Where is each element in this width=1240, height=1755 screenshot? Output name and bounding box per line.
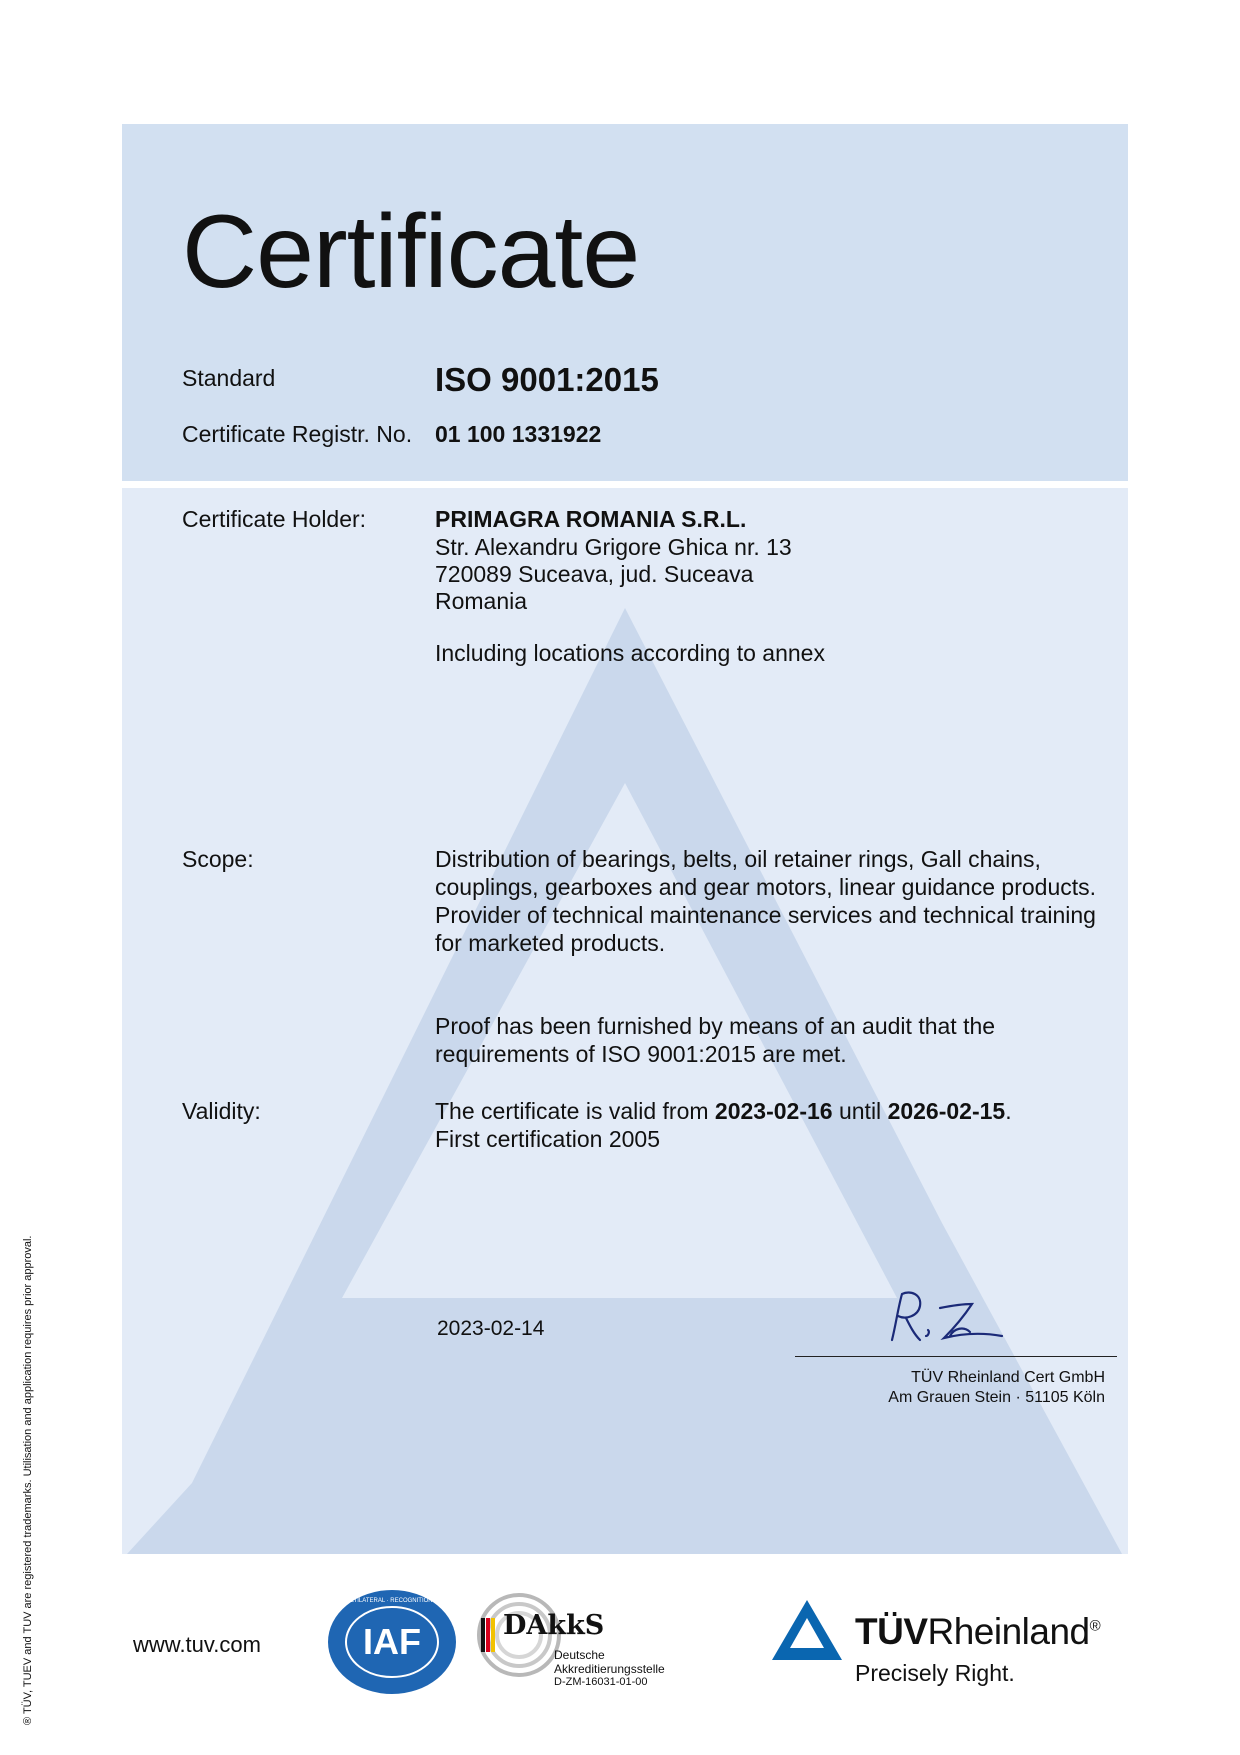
registration-label: Certificate Registr. No.	[182, 421, 413, 447]
holder-name: PRIMAGRA ROMANIA S.R.L.	[435, 506, 747, 532]
holder-address-line: 720089 Suceava, jud. Suceava	[435, 561, 754, 587]
website-link[interactable]: www.tuv.com	[133, 1632, 261, 1657]
tuv-slogan: Precisely Right.	[855, 1660, 1015, 1686]
dakks-line1: Deutsche	[554, 1648, 605, 1662]
valid-from-date: 2023-02-16	[714, 1098, 833, 1124]
scope-label: Scope:	[182, 846, 254, 872]
trademark-note: ® TÜV, TUEV and TUV are registered trademarks. Utilisation and application requires prior approval.	[22, 1235, 34, 1725]
scope-line: Provider of technical maintenance services and technical training	[435, 902, 1096, 928]
proof-line: requirements of ISO 9001:2015 are met.	[435, 1041, 847, 1067]
holder-label: Certificate Holder:	[182, 506, 367, 532]
standard-value: ISO 9001:2015	[435, 361, 659, 398]
certificate-title: Certificate	[182, 194, 640, 310]
validity-suffix: .	[1005, 1098, 1012, 1124]
signature-icon	[880, 1286, 1020, 1356]
dakks-name: DAkkS	[503, 1610, 605, 1641]
first-certification: First certification 2005	[435, 1126, 660, 1152]
tuv-rest: Rheinland	[927, 1611, 1090, 1652]
iaf-text: IAF	[363, 1621, 421, 1662]
iaf-ring-text: MEMBER OF MULTILATERAL · RECOGNITION ARRANGEMENT	[303, 1598, 481, 1604]
standard-label: Standard	[182, 365, 276, 391]
validity-mid: until	[832, 1098, 888, 1124]
validity-label: Validity:	[182, 1098, 261, 1124]
issuer-name: TÜV Rheinland Cert GmbH	[911, 1369, 1105, 1386]
holder-address-line: Str. Alexandru Grigore Ghica nr. 13	[435, 534, 792, 560]
valid-until-date: 2026-02-15	[887, 1098, 1006, 1124]
validity-statement	[435, 1097, 1012, 1125]
validity-prefix: The certificate is valid from	[435, 1098, 715, 1124]
scope-line: couplings, gearboxes and gear motors, linear guidance products.	[435, 874, 1097, 900]
tuv-bold: TÜV	[855, 1611, 928, 1652]
issue-date: 2023-02-14	[437, 1317, 545, 1340]
tuv-triangle-icon	[770, 1598, 844, 1662]
tuv-wordmark	[855, 1611, 1100, 1653]
dakks-line2: Akkreditierungsstelle	[554, 1662, 665, 1676]
registration-value: 01 100 1331922	[435, 421, 602, 447]
scope-line: for marketed products.	[435, 930, 666, 956]
proof-line: Proof has been furnished by means of an audit that the	[435, 1013, 996, 1039]
dakks-id: D-ZM-16031-01-00	[554, 1676, 648, 1688]
issuer-address: Am Grauen Stein · 51105 Köln	[888, 1389, 1105, 1406]
iaf-logo-icon	[303, 1588, 481, 1696]
holder-address-line: Romania	[435, 588, 528, 614]
locations-note: Including locations according to annex	[435, 640, 825, 666]
signature-line	[795, 1356, 1117, 1357]
scope-line: Distribution of bearings, belts, oil retainer rings, Gall chains,	[435, 846, 1041, 872]
registered-mark: ®	[1089, 1617, 1101, 1635]
